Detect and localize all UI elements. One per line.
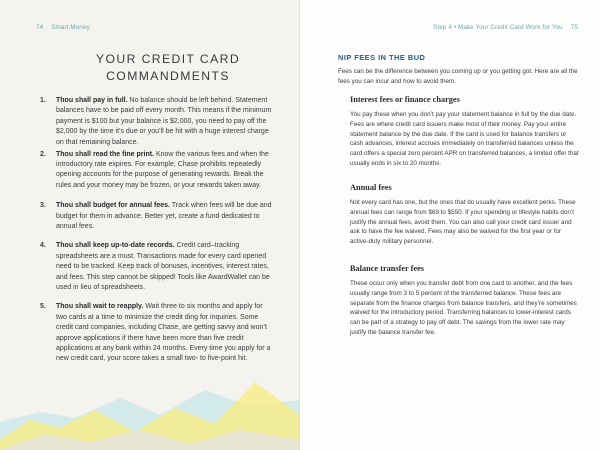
section-title: NIP FEES IN THE BUD bbox=[338, 53, 426, 62]
commandment-number: 1. bbox=[40, 97, 46, 104]
section-intro: Fees can be the difference between you coming up or you getting got. Here are all the fees you can incur and how to avoid them. bbox=[338, 68, 578, 85]
subsection-heading: Annual fees bbox=[350, 183, 392, 192]
right-page-number: 75 bbox=[570, 24, 578, 31]
commandment-number: 2. bbox=[40, 150, 46, 158]
subsection-body: Not every card has one, but the ones that do usually have excellent perks. These annual fees can range from $69 to $550. If your spending or lifestyle habits don’t justify the annual fees, avoid them. You can also call your credit card issuer and ask to have the fee waived. Fees may also be waived for the first year or for active-duty military personnel. bbox=[350, 199, 576, 245]
left-page-number: 74 bbox=[36, 24, 44, 31]
commandment-lead: Thou shall wait to reapply. bbox=[56, 303, 144, 311]
commandment-lead: Thou shall read the fine print. bbox=[56, 150, 155, 158]
subsection-heading: Balance transfer fees bbox=[350, 264, 425, 273]
commandment-text bbox=[56, 201, 272, 232]
commandment-body: Wait three to six months and apply for two cards at a time to minimize the credit ding for inquiries. Some credit card companies, including Chase, are getting savvy and won’t approve applications if there have been more than five credit applications at any bank within 24 months. Every time you apply for a new credit card, your score takes a small two- to five-point hit. bbox=[56, 303, 271, 363]
commandment-body: Know the various fees and when the introductory rate expires. For example, Chase prohibits repeatedly opening accounts for the purpose of generating rewards. Break the rules and your money may be frozen, or your rewards taken away. bbox=[56, 150, 269, 189]
commandment-text bbox=[56, 150, 272, 192]
subsection-body: These occur only when you transfer debt from one card to another, and the fees usually range from 3 to 5 percent of the transferred balance. These fees are separate from the finance charges from balance transfers, and they’re sometimes waived for the introductory period. Transferring balances to lower-interest cards can be part of a strategy to pay off debt. The savings from the lower rate may justify the balance transfer fee. bbox=[350, 280, 577, 336]
commandment-item bbox=[40, 302, 272, 364]
commandment-item bbox=[40, 241, 272, 293]
commandment-lead: Thou shall budget for annual fees. bbox=[56, 202, 170, 210]
decorative-wave-graphic bbox=[0, 360, 300, 450]
subsection-heading: Interest fees or finance charges bbox=[350, 95, 460, 104]
commandment-number: 3. bbox=[40, 202, 46, 210]
commandment-text bbox=[56, 241, 272, 293]
commandment-body: No balance should be left behind. Statement balances have to be paid off every month. This means if the minimum payment is $100 but your balance is $2,000, you need to pay off the $2,000 by the time it’s due or you’ll be hit with a huge interest charge on that remaining balance. bbox=[56, 97, 272, 146]
right-folio bbox=[433, 24, 578, 31]
commandment-body: Track when fees will be due and budget for them in advance. Better yet, create a fund dedicated to annual fees. bbox=[56, 202, 272, 230]
commandment-text bbox=[56, 302, 272, 364]
right-running-head: Step 4 • Make Your Credit Card Work for You bbox=[433, 24, 563, 31]
commandment-lead: Thou shall keep up-to-date records. bbox=[56, 242, 175, 250]
commandments-list bbox=[40, 96, 272, 365]
commandment-item bbox=[40, 150, 272, 192]
commandment-number: 4. bbox=[40, 242, 46, 250]
commandment-lead: Thou shall pay in full. bbox=[56, 97, 128, 104]
commandments-heading: YOUR CREDIT CARD COMMANDMENTS bbox=[95, 52, 241, 83]
left-folio bbox=[36, 24, 90, 31]
commandment-number: 5. bbox=[40, 303, 46, 311]
commandment-item bbox=[40, 201, 272, 232]
commandment-item bbox=[40, 96, 272, 148]
commandment-text bbox=[56, 96, 272, 148]
subsection-body: You pay these when you don’t pay your statement balance in full by the due date. Fees are where credit card issuers make most of their money. Pay your entire statement balance by the due date. If the card is used for balance transfers or cash advances, interest accrues immediately on transferred balances unless the card offers a special zero percent APR on transferred balances, a limited offer that usually ends in six to 20 months. bbox=[350, 111, 579, 167]
left-running-head: Smart Money bbox=[51, 24, 90, 31]
commandment-body: Credit card–tracking spreadsheets are a must. Transactions made for every card opened need to be tracked. Keep track of bonuses, incentives, interest rates, and fees. This step cannot be skipped! Tools like AwardWallet can be used in lieu of spreadsheets. bbox=[56, 242, 270, 291]
